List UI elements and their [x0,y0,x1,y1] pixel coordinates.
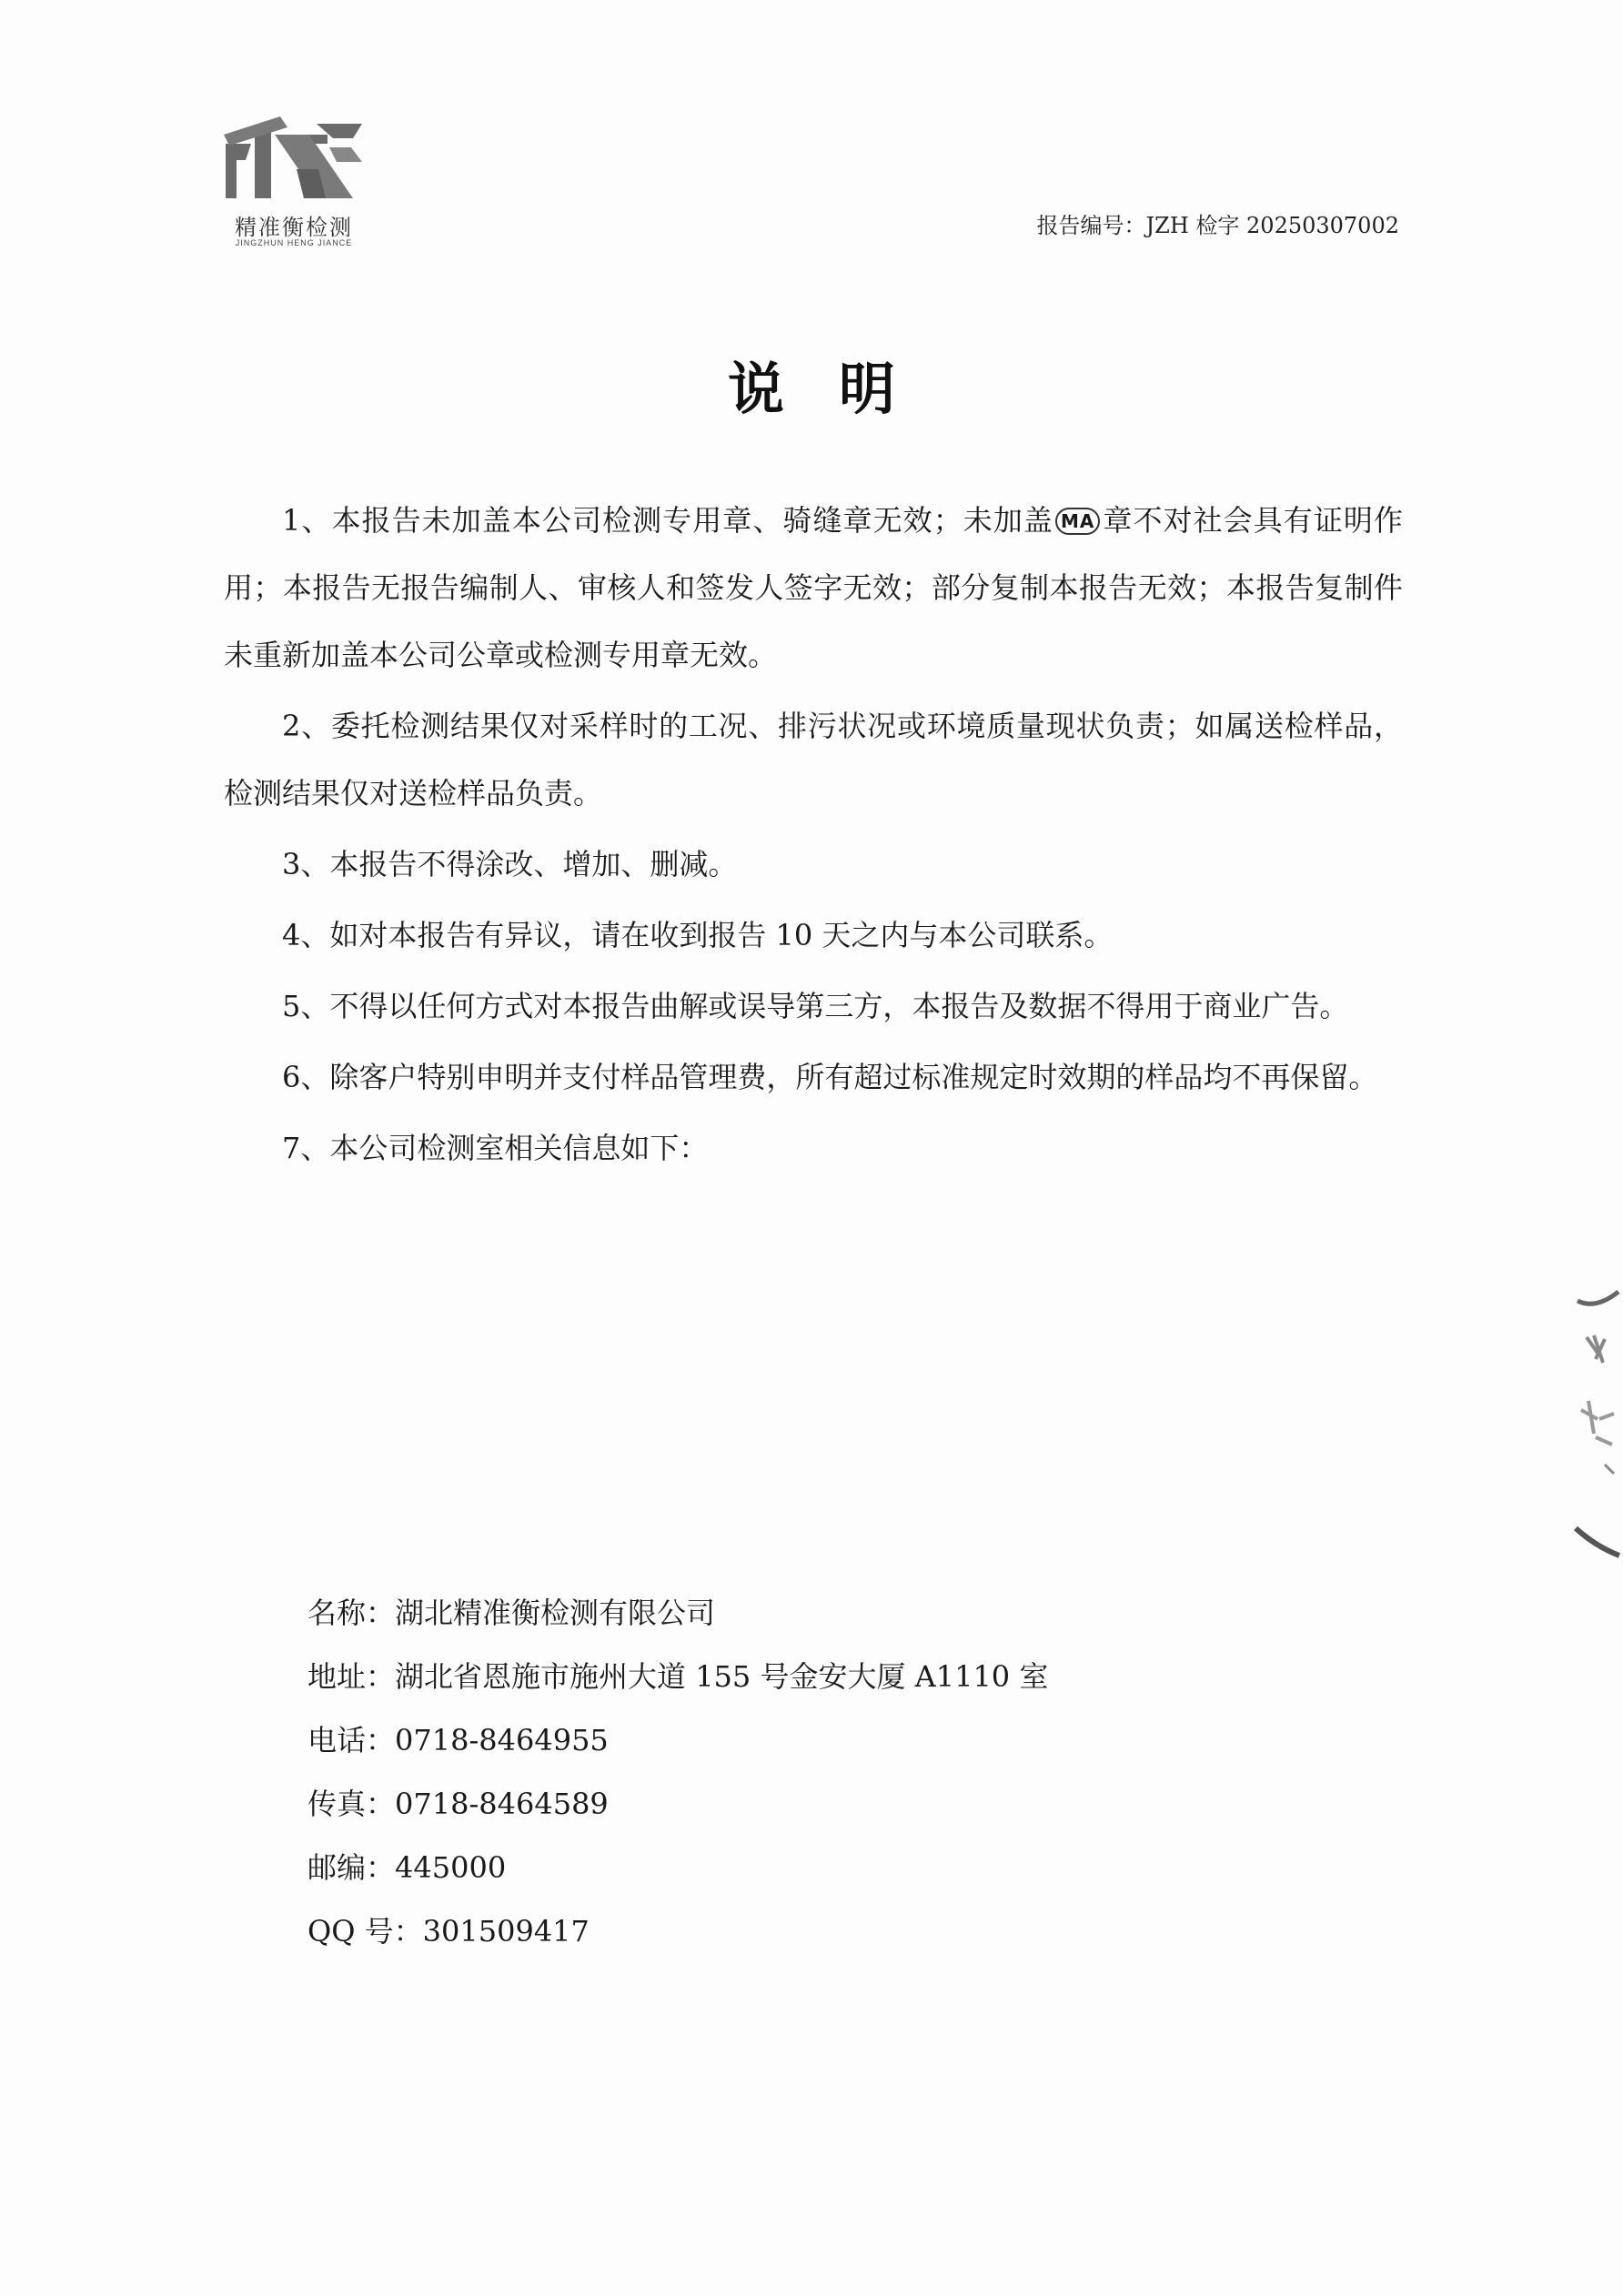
company-address-label: 地址： [307,1659,396,1694]
report-number-value: JZH 检字 20250307002 [1145,213,1399,238]
note-paragraph-4: 4、如对本报告有异议，请在收到报告 10 天之内与本公司联系。 [282,918,1114,952]
company-phone-value: 0718-8464955 [395,1723,609,1757]
seam-stamp-icon [1568,1283,1623,1574]
company-logo [217,107,371,253]
note-1-text-after: 章不对社会具有证明作用；本报告无报告编制人、审核人和签发人签字无效；部分复制本报告无效；本报告复制件未重新加盖本公司公章或检测专用章无效。 [224,503,1403,672]
company-fax-label: 传真： [307,1787,396,1821]
company-info [307,1581,1048,1963]
company-fax-row [307,1772,1048,1836]
logo-chinese-name: 精准衡检测 [235,215,353,240]
note-paragraph-6: 6、除客户特别申明并支付样品管理费，所有超过标准规定时效期的样品均不再保留。 [282,1060,1378,1094]
logo-mark-icon [217,107,371,207]
note-paragraph-5: 5、不得以任何方式对本报告曲解或误导第三方，本报告及数据不得用于商业广告。 [282,989,1349,1023]
note-paragraph-3: 3、本报告不得涂改、增加、删减。 [282,847,738,881]
note-1-text-before: 1、本报告未加盖本公司检测专用章、骑缝章无效；未加盖 [282,503,1053,538]
note-paragraph-7: 7、本公司检测室相关信息如下： [282,1131,709,1165]
company-phone-row [307,1708,1048,1772]
logo-english-name: JINGZHUN HENG JIANCE [235,238,353,247]
company-postcode-value: 445000 [395,1850,507,1885]
company-postcode-row [307,1836,1048,1899]
company-name-label: 名称： [307,1596,396,1630]
company-address-value: 湖北省恩施市施州大道 155 号金安大厦 A1110 室 [395,1659,1049,1694]
company-address-row [307,1645,1048,1708]
company-postcode-label: 邮编： [307,1850,396,1885]
company-qq-row [307,1899,1048,1963]
company-qq-value: 301509417 [422,1914,590,1949]
notes-body [224,487,1403,1185]
report-number [1037,207,1399,239]
company-phone-label: 电话： [307,1723,396,1757]
company-fax-value: 0718-8464589 [395,1787,609,1821]
page-title: 说明 [727,356,950,422]
note-paragraph-1 [224,487,1403,689]
note-paragraph-2: 2、委托检测结果仅对采样时的工况、排污状况或环境质量现状负责；如属送检样品，检测结果仅对送检样品负责。 [224,709,1403,811]
cma-mark-icon: MA [1055,508,1100,535]
report-number-label: 报告编号： [1036,213,1146,238]
company-qq-label: QQ 号： [307,1914,423,1949]
company-name-value: 湖北精准衡检测有限公司 [395,1596,716,1630]
company-name-row [307,1581,1048,1645]
